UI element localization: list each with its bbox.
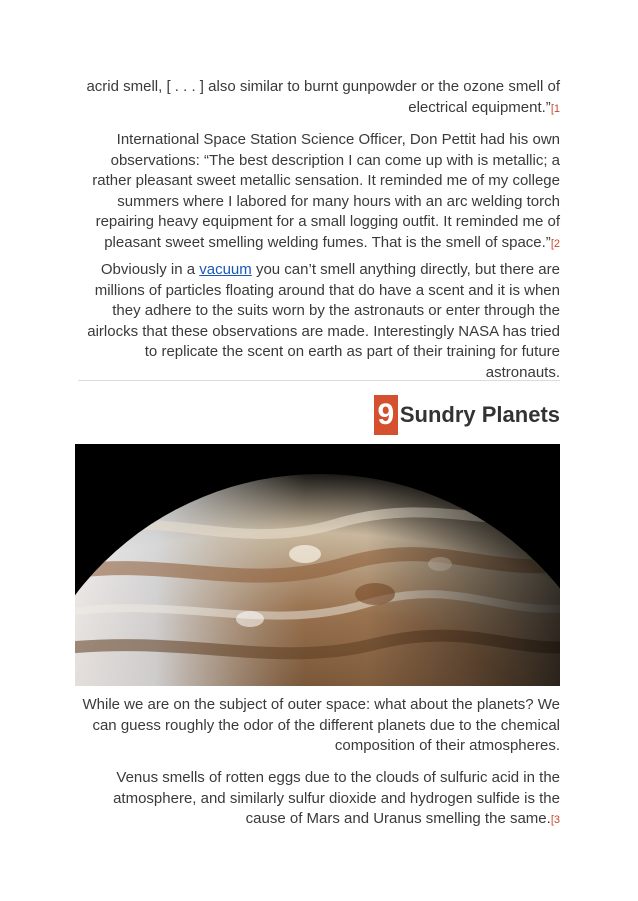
vacuum-link[interactable]: vacuum [199,261,252,278]
paragraph-venus [78,768,560,831]
paragraph-text: acrid smell, [ . . . ] also similar to burnt gunpowder or the ozone smell of electrical equipment.” [86,78,560,116]
paragraph-text-before: Obviously in a [100,261,200,278]
footnote-ref[interactable]: [3 [550,814,560,826]
section-heading [374,395,560,435]
paragraph-vacuum [78,260,560,383]
paragraph-text: International Space Station Science Officer, Don Pettit had his own observations: “The best description I can come up with is metallic; a rather pleasant sweet metallic sensation. It reminded me of my college summers where I labored for many hours with an arc welding torch repairing heavy equipment for a small logging outfit. It reminded me of pleasant sweet smelling welding fumes. That is the smell of space.” [92,131,560,251]
jupiter-illustration [75,444,560,686]
paragraph-quote-ending [78,77,560,119]
paragraph-text: Venus smells of rotten eggs due to the clouds of sulfuric acid in the atmosphere, and similarly sulfur dioxide and hydrogen sulfide is the cause of Mars and Uranus smelling the same. [113,769,560,827]
paragraph-planets-intro [78,695,560,757]
footnote-ref[interactable]: [1 [550,102,560,115]
paragraph-text-after: you can’t smell anything directly, but there are millions of particles floating around that do have a scent and it is when they adhere to the suits worn by the astronauts or enter through the airlocks that these observations are made. Interestingly NASA has tried to replicate the scent on earth as part of their training for future astronauts. [87,261,560,381]
section-number-badge: 9 [374,395,398,435]
footnote-ref[interactable]: [2 [550,237,560,250]
section-title: Sundry Planets [399,402,560,427]
jupiter-image [75,444,560,686]
paragraph-don-pettit [78,130,560,254]
paragraph-text: While we are on the subject of outer space: what about the planets? We can guess roughly the odor of the different planets due to the chemical composition of their atmospheres. [82,696,560,754]
section-divider [78,380,560,381]
